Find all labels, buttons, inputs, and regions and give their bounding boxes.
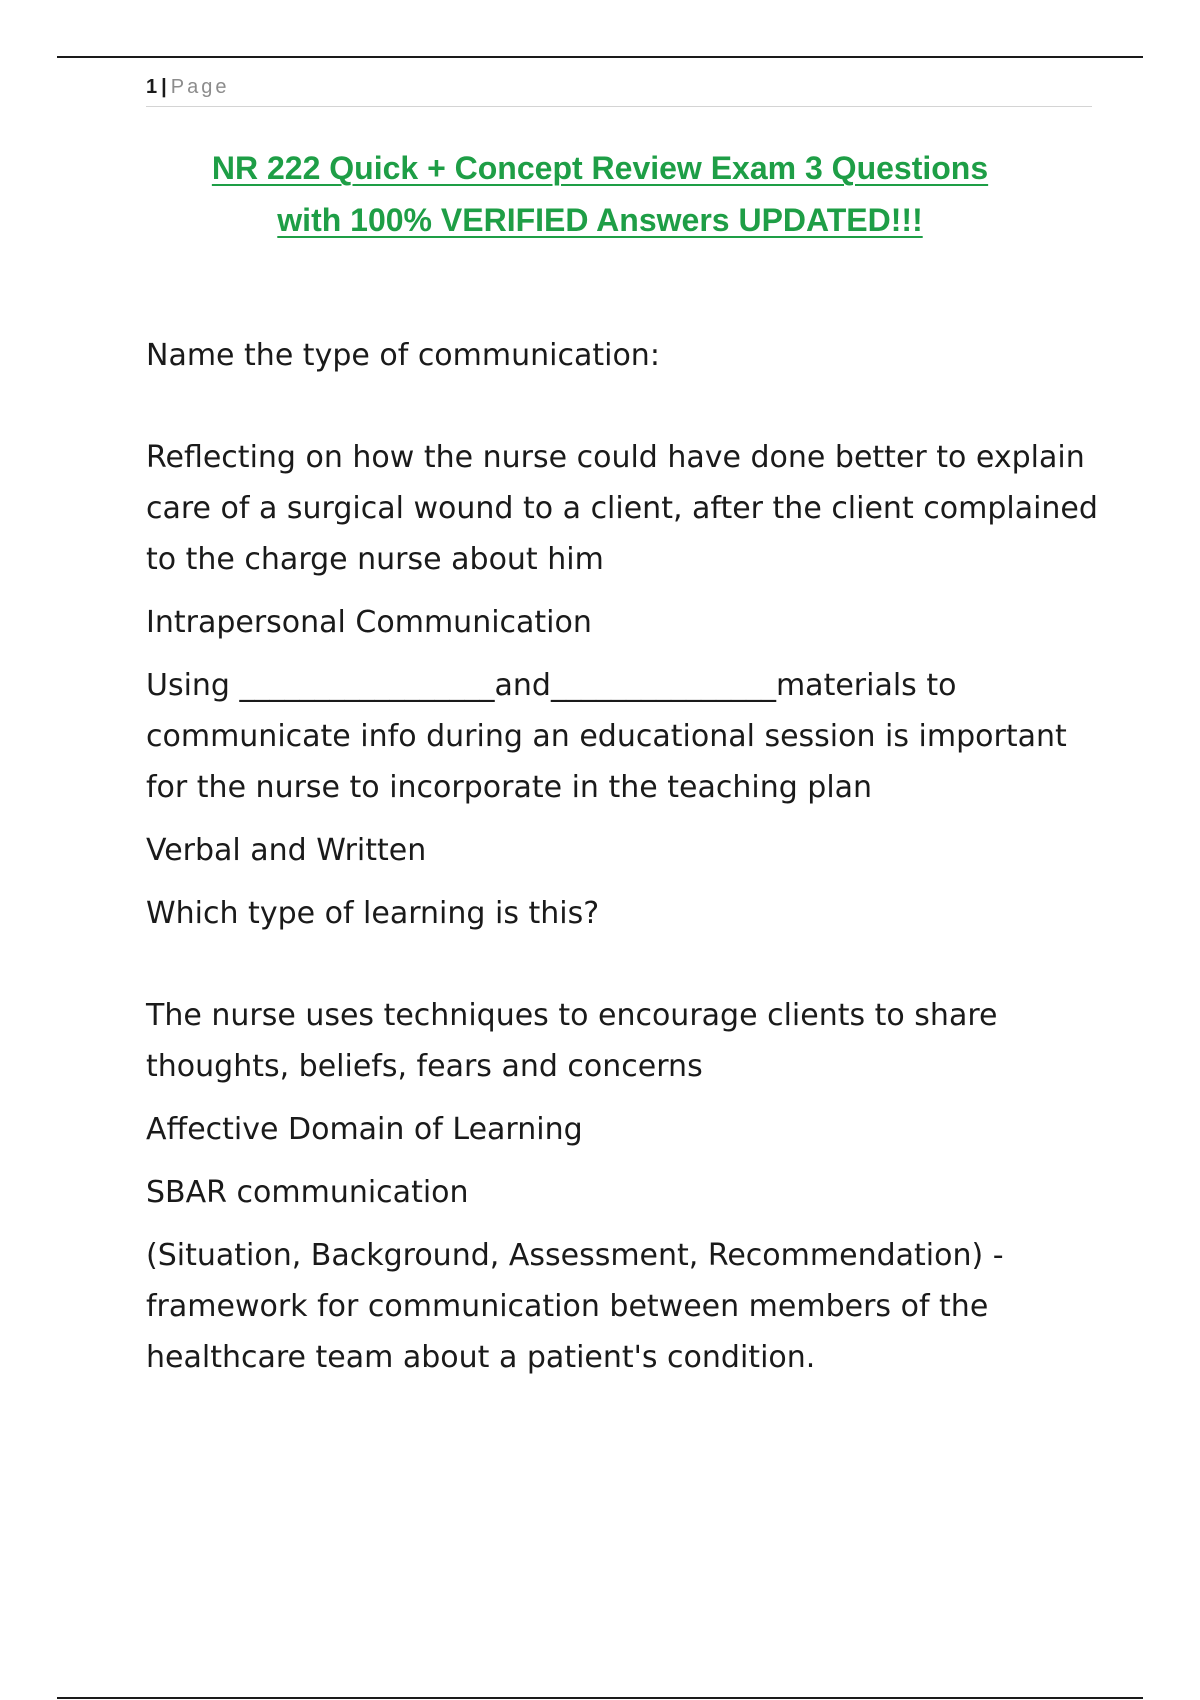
bottom-rule <box>57 1697 1143 1699</box>
page-separator: | <box>161 76 167 98</box>
title-line-2: with 100% VERIFIED Answers UPDATED!!! <box>277 202 923 238</box>
answer-4: (Situation, Background, Assessment, Recommendation) - framework for communication between members of the healthcare team about a patient's condition. <box>146 1238 1004 1375</box>
document-body <box>146 330 1106 1383</box>
page-number: 1 <box>146 76 158 98</box>
answer-3: Affective Domain of Learning <box>146 1112 583 1147</box>
document-title <box>100 142 1100 246</box>
question-3-prompt: Which type of learning is this? <box>146 896 600 931</box>
page-header <box>146 74 1092 107</box>
answer-2: Verbal and Written <box>146 833 427 868</box>
title-line-1: NR 222 Quick + Concept Review Exam 3 Questions <box>211 150 989 186</box>
question-3-text: The nurse uses techniques to encourage clients to share thoughts, beliefs, fears and concerns <box>146 998 998 1084</box>
question-4: SBAR communication <box>146 1175 469 1210</box>
answer-1: Intrapersonal Communication <box>146 605 592 640</box>
question-1-prompt: Name the type of communication: <box>146 338 660 373</box>
question-1-text: Reflecting on how the nurse could have done better to explain care of a surgical wound to a client, after the client complained to the charge nurse about him <box>146 440 1098 577</box>
page-label: Page <box>170 76 230 98</box>
question-2-text: Using _________________and_______________materials to communicate info during an educational session is important for the nurse to incorporate in the teaching plan <box>146 668 1067 805</box>
top-rule <box>57 56 1143 58</box>
